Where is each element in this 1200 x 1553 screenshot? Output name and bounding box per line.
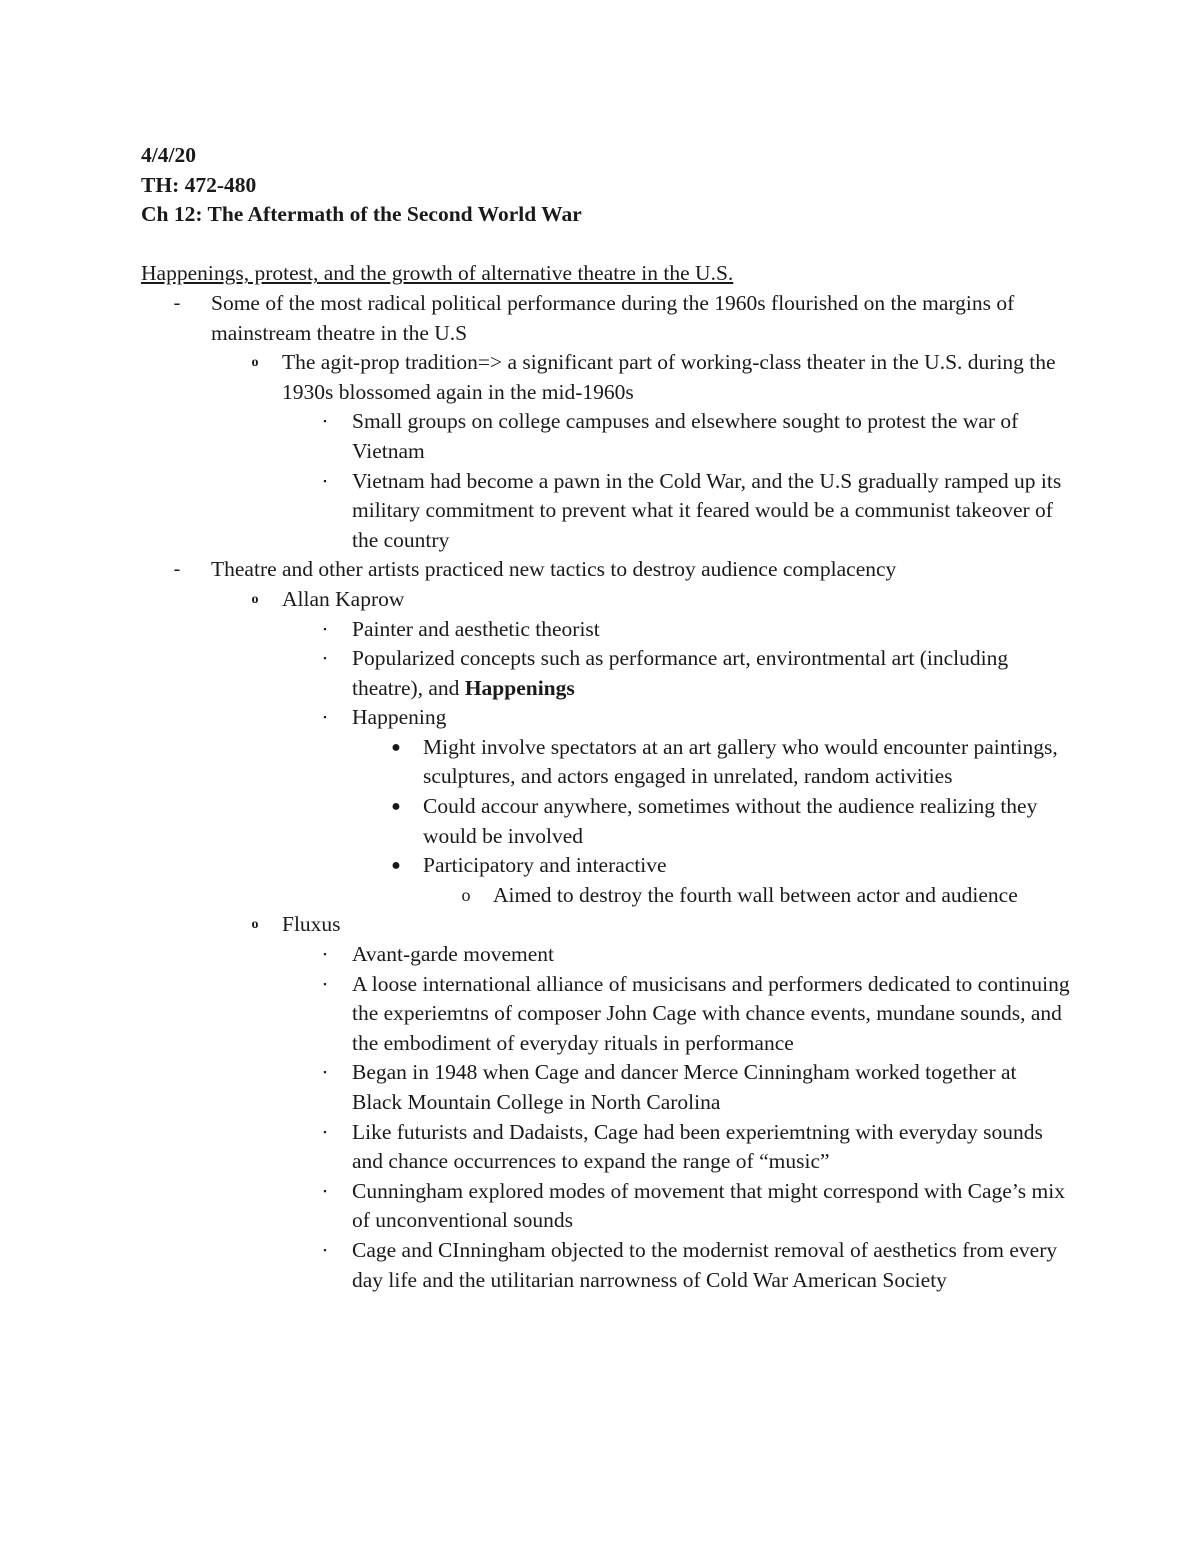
note-text: Cage and CInningham objected to the modernist removal of aesthetics from every day life and the utilitarian narrowness of Cold War American Society xyxy=(352,1237,1058,1292)
note-item xyxy=(141,851,1071,881)
note-text: Painter and aesthetic theorist xyxy=(352,616,600,641)
square-bullet-icon: ▪ xyxy=(323,1185,327,1196)
outline-level-1 xyxy=(141,555,1071,585)
note-text: The agit-prop tradition=> a significant part of working-class theater in the U.S. during the 1930s blossomed again in the mid-1960s xyxy=(282,350,1056,404)
note-item xyxy=(141,289,1071,348)
note-text: Small groups on college campuses and elsewhere sought to protest the war of Vietnam xyxy=(352,409,1019,463)
note-item xyxy=(141,1177,1071,1236)
note-text: Participatory and interactive xyxy=(423,853,667,878)
ring-bullet-icon: o xyxy=(461,884,471,905)
note-item xyxy=(141,970,1071,1059)
dash-bullet-icon: - xyxy=(173,558,181,581)
note-item xyxy=(141,467,1071,556)
happenings-term: Happenings xyxy=(464,675,575,700)
square-bullet-icon: ▪ xyxy=(323,1126,327,1137)
note-text: Aimed to destroy the fourth wall between actor and audience xyxy=(493,882,1018,907)
note-item xyxy=(141,792,1071,851)
note-item xyxy=(141,348,1071,407)
note-text: Vietnam had become a pawn in the Cold War, and the U.S gradually ramped up its military commitment to prevent what it feared would be a communist takeover of the country xyxy=(352,468,1062,552)
note-item xyxy=(141,585,1071,615)
square-bullet-icon: ▪ xyxy=(323,949,327,960)
note-text: Began in 1948 when Cage and dancer Merce Cinningham worked together at Black Mountain College in North Carolina xyxy=(352,1060,1017,1114)
outline-level-5 xyxy=(141,881,1071,911)
square-bullet-icon: ▪ xyxy=(323,475,327,486)
square-bullet-icon: ▪ xyxy=(323,623,327,634)
note-item xyxy=(141,940,1071,970)
note-item xyxy=(141,1058,1071,1117)
note-item xyxy=(141,881,1071,911)
note-text: Allan Kaprow xyxy=(282,586,405,611)
page-range: TH: 472-480 xyxy=(141,172,257,197)
blank-line xyxy=(141,230,1071,260)
dash-bullet-icon: - xyxy=(173,291,181,314)
outline-level-4 xyxy=(141,733,1071,881)
note-text: Happening xyxy=(352,705,447,730)
note-text: Fluxus xyxy=(282,912,341,937)
note-item xyxy=(141,910,1071,940)
outline-level-3 xyxy=(141,615,1071,733)
circle-bullet-icon: o xyxy=(251,917,259,933)
square-bullet-icon: ▪ xyxy=(323,1244,327,1255)
note-text: Like futurists and Dadaists, Cage had been experiemtning with everyday sounds and chance occurrences to expand the range of “music” xyxy=(352,1119,1043,1174)
note-text: Popularized concepts such as performance art, environtmental art (including theatre), and xyxy=(352,646,1009,700)
outline-level-2 xyxy=(141,910,1071,940)
note-item xyxy=(141,733,1071,792)
note-item xyxy=(141,703,1071,733)
outline-level-3 xyxy=(141,407,1071,555)
note-text: Some of the most radical political performance during the 1960s flourished on the margins of mainstream theatre in the U.S xyxy=(211,290,1015,345)
note-text: Could accour anywhere, sometimes without the audience realizing they would be involved xyxy=(423,794,1038,848)
note-date: 4/4/20 xyxy=(141,143,196,167)
note-text: A loose international alliance of musicisans and performers dedicated to continuing the experiemtns of composer John Cage with chance events, mundane sounds, and the embodiment of everyday rituals in performance xyxy=(352,971,1070,1055)
outline-level-2 xyxy=(141,348,1071,407)
dot-bullet-icon: ● xyxy=(391,857,401,875)
note-text: Theatre and other artists practiced new tactics to destroy audience complacency xyxy=(211,557,897,582)
outline-level-1 xyxy=(141,289,1071,348)
chapter-title: Ch 12: The Aftermath of the Second World War xyxy=(141,202,582,227)
note-text: Avant-garde movement xyxy=(352,942,554,967)
note-item xyxy=(141,1236,1071,1295)
dot-bullet-icon: ● xyxy=(391,738,401,756)
document-page xyxy=(141,141,1071,1295)
note-item xyxy=(141,555,1071,585)
circle-bullet-icon: o xyxy=(251,591,259,607)
note-text: Might involve spectators at an art gallery who would encounter paintings, sculptures, and actors engaged in unrelated, random activities xyxy=(423,734,1058,789)
square-bullet-icon: ▪ xyxy=(323,416,327,427)
square-bullet-icon: ▪ xyxy=(323,712,327,723)
square-bullet-icon: ▪ xyxy=(323,978,327,989)
note-item xyxy=(141,644,1071,703)
dot-bullet-icon: ● xyxy=(391,798,401,816)
circle-bullet-icon: o xyxy=(251,355,259,371)
square-bullet-icon: ▪ xyxy=(323,1067,327,1078)
section-title: Happenings, protest, and the growth of alternative theatre in the U.S. xyxy=(141,261,734,286)
note-item xyxy=(141,1118,1071,1177)
outline-level-2 xyxy=(141,585,1071,615)
note-text: Cunningham explored modes of movement that might correspond with Cage’s mix of unconventional sounds xyxy=(352,1178,1065,1233)
note-item xyxy=(141,407,1071,466)
square-bullet-icon: ▪ xyxy=(323,653,327,664)
note-item xyxy=(141,615,1071,645)
outline-level-3 xyxy=(141,940,1071,1295)
